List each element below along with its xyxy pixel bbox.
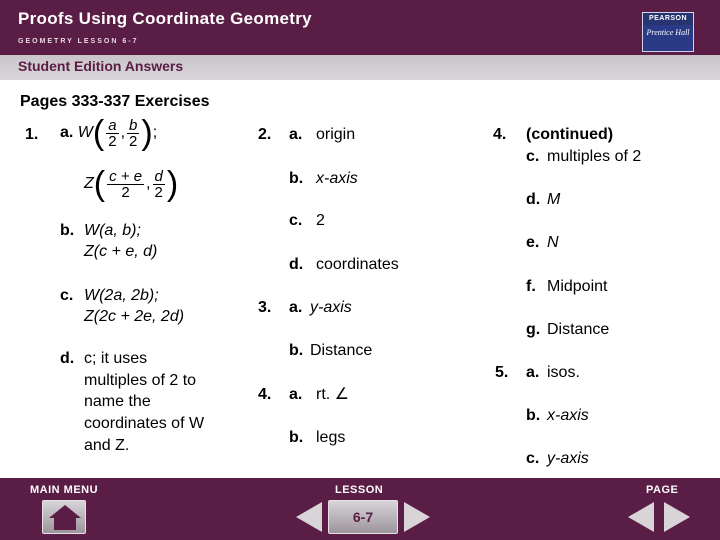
ex1-a-answer [60, 116, 157, 150]
ex3-a-label: a. [289, 299, 303, 316]
ex2-d-text: coordinates [316, 256, 399, 273]
lesson-number: 6-7 [352, 509, 374, 525]
ex2-d-label: d. [289, 256, 304, 273]
ex1-a-frac2 [127, 118, 139, 149]
page-label: PAGE [646, 484, 679, 496]
ex2-b-label: b. [289, 170, 304, 187]
ex4cont-number: 4. [493, 126, 507, 143]
footer-nav [0, 478, 720, 540]
ex4cont-e-text: N [547, 234, 559, 251]
frac-num: b [129, 116, 138, 134]
prev-arrow-icon[interactable] [626, 500, 656, 534]
ex4cont-d-text: M [547, 191, 561, 208]
frac-num: d [154, 167, 163, 185]
ex2-a-label: a. [289, 126, 303, 143]
ex5-b-text: x-axis [547, 407, 589, 424]
ex4-number: 4. [258, 386, 272, 403]
ex1-number: 1. [25, 126, 39, 143]
lesson-label: LESSON [335, 484, 384, 496]
ex3-b-text: Distance [310, 342, 373, 359]
ex2-number: 2. [258, 126, 272, 143]
left-paren: ( [93, 165, 106, 203]
lesson-button[interactable] [328, 500, 398, 534]
ex1-a-frac1 [106, 118, 118, 149]
ex4cont-f-text: Midpoint [547, 278, 608, 295]
ex1-c-label: c. [60, 287, 74, 304]
ex1-d-line1: c; it uses [84, 350, 148, 367]
ex4-a-text: rt. ∠ [316, 386, 350, 403]
band-label: Student Edition Answers [18, 58, 184, 74]
ex1-z-frac1 [107, 169, 144, 200]
page-title: Proofs Using Coordinate Geometry [18, 9, 312, 28]
ex5-a-label: a. [526, 364, 540, 381]
ex1-b-line1: W(a, b); [84, 222, 141, 239]
ex1-d-line4: coordinates of W [84, 415, 205, 432]
lesson-next-button[interactable] [402, 500, 432, 534]
ex3-b-label: b. [289, 342, 304, 359]
right-paren: ) [141, 114, 153, 152]
ex1-b-label: b. [60, 222, 75, 239]
ex4cont-d-label: d. [526, 191, 541, 208]
frac-num: c + e [109, 167, 143, 185]
sep: , [146, 175, 151, 193]
frac-den: 2 [107, 184, 144, 200]
page-subtitle: GEOMETRY LESSON 6-7 [18, 38, 139, 45]
semicolon: ; [152, 124, 158, 142]
ex1-d-line5: and Z. [84, 437, 130, 454]
ex4cont-c-label: c. [526, 148, 540, 165]
ex1-d-line2: multiples of 2 to [84, 372, 197, 389]
left-paren: ( [92, 114, 105, 152]
main-menu-button[interactable] [42, 500, 86, 534]
main-menu-label: MAIN MENU [30, 484, 99, 496]
section-band [0, 55, 720, 80]
ex1-d-line3: name the [84, 393, 151, 410]
ex5-c-label: c. [526, 450, 540, 467]
ex1-a-label: a. [60, 124, 74, 142]
ex5-c-text: y-axis [547, 450, 589, 467]
home-icon [43, 501, 87, 535]
ex2-a-text: origin [316, 126, 356, 143]
ex1-c-line1: W(2a, 2b); [84, 287, 159, 304]
ex4cont-g-label: g. [526, 321, 541, 338]
ex5-b-label: b. [526, 407, 541, 424]
sep: , [120, 124, 126, 142]
frac-num: a [108, 116, 117, 134]
next-arrow-icon[interactable] [662, 500, 692, 534]
publisher-logo [642, 12, 694, 52]
ex3-a-text: y-axis [310, 299, 352, 316]
ex2-c-label: c. [289, 212, 303, 229]
ex4-b-label: b. [289, 429, 304, 446]
ex1-z-frac2 [153, 169, 165, 200]
ex1-c-line2: Z(2c + 2e, 2d) [84, 308, 185, 325]
ex4cont-g-text: Distance [547, 321, 610, 338]
ex2-b-text: x-axis [316, 170, 358, 187]
ex5-number: 5. [495, 364, 509, 381]
section-title: Pages 333-337 Exercises [20, 93, 210, 110]
frac-den: 2 [108, 132, 117, 150]
ex3-number: 3. [258, 299, 272, 316]
ex5-a-text: isos. [547, 364, 580, 381]
ex1-b-line2: Z(c + e, d) [84, 243, 158, 260]
frac-den: 2 [129, 132, 138, 150]
ex4cont-e-label: e. [526, 234, 540, 251]
frac-den: 2 [154, 183, 163, 201]
ex1-z-answer [84, 167, 178, 201]
ex2-c-text: 2 [316, 212, 325, 229]
logo-bottom-text: Prentice Hall [646, 28, 690, 37]
ex4cont-head: (continued) [526, 126, 614, 143]
ex1-d-label: d. [60, 350, 75, 367]
header-bar [0, 0, 720, 55]
ex4-a-label: a. [289, 386, 303, 403]
right-paren: ) [166, 165, 179, 203]
lesson-prev-button[interactable] [294, 500, 324, 534]
ex4-b-text: legs [316, 429, 346, 446]
ex4cont-c-text: multiples of 2 [547, 148, 642, 165]
ex1-a-point: W [77, 124, 93, 142]
logo-top-text: PEARSON [643, 13, 693, 25]
ex1-z-point: Z [84, 175, 94, 193]
ex4cont-f-label: f. [526, 278, 536, 295]
